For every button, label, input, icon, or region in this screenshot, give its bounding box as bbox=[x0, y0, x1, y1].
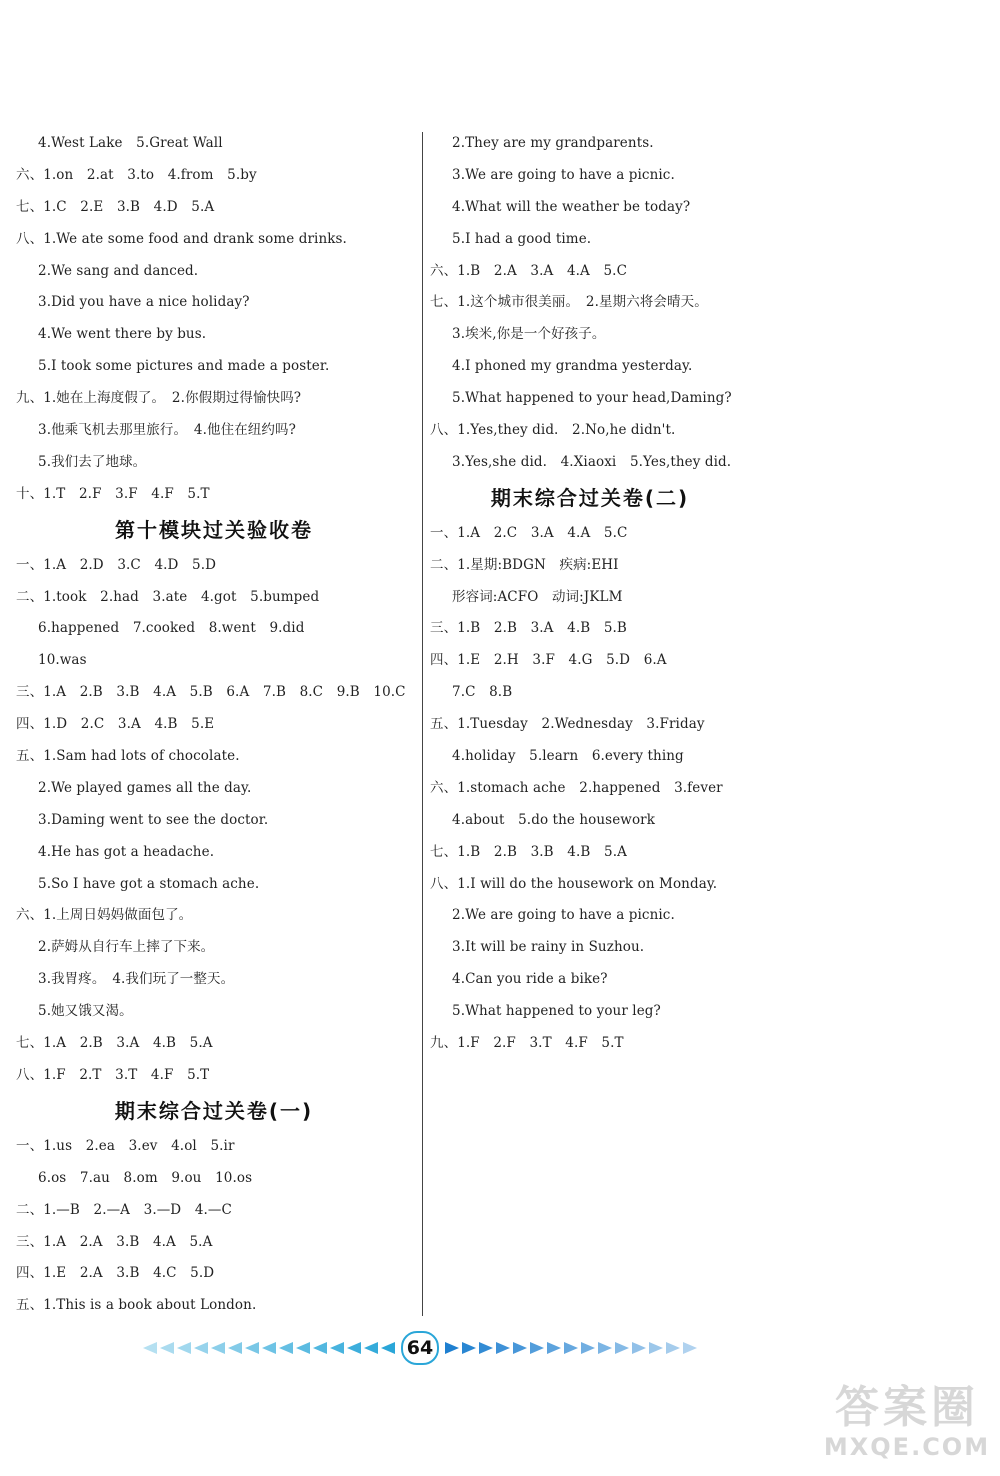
right-arrow-icon bbox=[479, 1342, 493, 1354]
left-answer-column bbox=[16, 128, 412, 1322]
left-arrow-icon bbox=[194, 1342, 208, 1354]
answer-line: 三、1.B 2.B 3.A 4.B 5.B bbox=[430, 620, 627, 637]
left-arrow-icon bbox=[245, 1342, 259, 1354]
right-arrow-icon bbox=[632, 1342, 646, 1354]
left-arrow-icon bbox=[160, 1342, 174, 1354]
answer-line: 4.Can you ride a bike? bbox=[452, 971, 608, 988]
answer-line: 一、1.A 2.C 3.A 4.A 5.C bbox=[430, 524, 628, 541]
answer-line: 6.happened 7.cooked 8.went 9.did bbox=[38, 620, 305, 637]
answer-line: 3.我胃疼。 4.我们玩了一整天。 bbox=[38, 971, 235, 988]
left-arrow-icon bbox=[364, 1342, 378, 1354]
answer-line: 3.We are going to have a picnic. bbox=[452, 166, 675, 183]
section-heading: 期末综合过关卷(一) bbox=[114, 1098, 314, 1123]
answer-line: 2.They are my grandparents. bbox=[452, 135, 654, 151]
answer-line: 4.He has got a headache. bbox=[38, 843, 215, 860]
answer-line: 六、1.on 2.at 3.to 4.from 5.by bbox=[16, 166, 257, 183]
right-arrow-icon bbox=[615, 1342, 629, 1354]
answer-line: 4.What will the weather be today? bbox=[452, 198, 691, 215]
answer-line: 六、1.上周日妈妈做面包了。 bbox=[16, 907, 193, 924]
page-footer bbox=[100, 1330, 740, 1366]
watermark-logo bbox=[822, 1384, 992, 1468]
answer-line: 5.我们去了地球。 bbox=[38, 453, 147, 470]
answer-line: 5.I took some pictures and made a poster. bbox=[38, 358, 330, 375]
left-arrow-icon bbox=[313, 1342, 327, 1354]
left-arrow-icon bbox=[262, 1342, 276, 1354]
answer-line: 5.她又饿又渴。 bbox=[38, 1003, 133, 1020]
column-divider bbox=[422, 132, 423, 1316]
left-arrow-icon bbox=[228, 1342, 242, 1354]
right-arrow-icon bbox=[666, 1342, 680, 1354]
answer-line: 3.埃米,你是一个好孩子。 bbox=[452, 326, 606, 343]
answer-line: 5.I had a good time. bbox=[452, 230, 592, 247]
answer-line: 六、1.B 2.A 3.A 4.A 5.C bbox=[430, 262, 627, 279]
answer-line: 四、1.E 2.H 3.F 4.G 5.D 6.A bbox=[430, 652, 667, 669]
right-arrow-icon bbox=[547, 1342, 561, 1354]
answer-line: 八、1.F 2.T 3.T 4.F 5.T bbox=[16, 1066, 210, 1083]
answer-line: 4.holiday 5.learn 6.every thing bbox=[452, 748, 684, 765]
right-arrow-icon bbox=[598, 1342, 612, 1354]
right-arrow-icon bbox=[530, 1342, 544, 1354]
right-arrow-icon bbox=[496, 1342, 510, 1354]
answer-line: 八、1.I will do the housework on Monday. bbox=[430, 875, 718, 892]
answer-line: 7.C 8.B bbox=[452, 684, 513, 701]
right-arrow-icon bbox=[581, 1342, 595, 1354]
answer-line: 九、1.她在上海度假了。 2.你假期过得愉快吗? bbox=[16, 390, 302, 407]
answer-line: 八、1.Yes,they did. 2.No,he didn't. bbox=[430, 422, 676, 439]
right-arrow-decoration bbox=[445, 1342, 697, 1354]
answer-line: 五、1.Tuesday 2.Wednesday 3.Friday bbox=[430, 716, 705, 733]
section-heading: 第十模块过关验收卷 bbox=[115, 517, 313, 542]
answer-line: 二、1.星期:BDGN 疾病:EHI bbox=[430, 556, 619, 573]
right-arrow-icon bbox=[564, 1342, 578, 1354]
left-arrow-icon bbox=[211, 1342, 225, 1354]
answer-line: 二、1.—B 2.—A 3.—D 4.—C bbox=[16, 1201, 232, 1218]
answer-line: 2.萨姆从自行车上摔了下来。 bbox=[38, 939, 215, 956]
answer-line: 4.West Lake 5.Great Wall bbox=[38, 135, 223, 151]
answer-line: 3.他乘飞机去那里旅行。 4.他住在纽约吗? bbox=[38, 422, 296, 439]
answer-line: 5.What happened to your leg? bbox=[452, 1003, 661, 1020]
answer-line: 十、1.T 2.F 3.F 4.F 5.T bbox=[16, 485, 210, 502]
answer-line: 3.Yes,she did. 4.Xiaoxi 5.Yes,they did. bbox=[452, 453, 732, 470]
watermark-url: MXQE.COM bbox=[823, 1433, 991, 1461]
section-heading: 期末综合过关卷(二) bbox=[490, 485, 690, 510]
left-arrow-icon bbox=[279, 1342, 293, 1354]
left-arrow-icon bbox=[143, 1342, 157, 1354]
page-number: 64 bbox=[401, 1331, 439, 1365]
answer-line: 九、1.F 2.F 3.T 4.F 5.T bbox=[430, 1035, 624, 1052]
answer-line: 4.I phoned my grandma yesterday. bbox=[452, 358, 693, 375]
answer-line: 5.So I have got a stomach ache. bbox=[38, 875, 260, 892]
right-arrow-icon bbox=[649, 1342, 663, 1354]
left-arrow-icon bbox=[330, 1342, 344, 1354]
left-arrow-icon bbox=[177, 1342, 191, 1354]
left-arrow-decoration bbox=[143, 1342, 395, 1354]
watermark-title: 答案圈 bbox=[835, 1382, 979, 1433]
answer-line: 一、1.A 2.D 3.C 4.D 5.D bbox=[16, 556, 217, 573]
answer-line: 八、1.We ate some food and drank some drinks. bbox=[16, 230, 347, 247]
answer-line: 七、1.C 2.E 3.B 4.D 5.A bbox=[16, 198, 215, 215]
right-arrow-icon bbox=[683, 1342, 697, 1354]
left-arrow-icon bbox=[347, 1342, 361, 1354]
answer-line: 3.It will be rainy in Suzhou. bbox=[452, 939, 645, 956]
right-arrow-icon bbox=[445, 1342, 459, 1354]
left-arrow-icon bbox=[381, 1342, 395, 1354]
right-arrow-icon bbox=[462, 1342, 476, 1354]
left-arrow-icon bbox=[296, 1342, 310, 1354]
answer-line: 形容词:ACFO 动词:JKLM bbox=[452, 588, 623, 605]
answer-line: 四、1.D 2.C 3.A 4.B 5.E bbox=[16, 716, 215, 733]
answer-line: 七、1.A 2.B 3.A 4.B 5.A bbox=[16, 1035, 213, 1052]
answer-line: 5.What happened to your head,Daming? bbox=[452, 390, 732, 407]
answer-line: 五、1.This is a book about London. bbox=[16, 1297, 257, 1314]
answer-line: 六、1.stomach ache 2.happened 3.fever bbox=[430, 779, 723, 796]
answer-line: 七、1.这个城市很美丽。 2.星期六将会晴天。 bbox=[430, 294, 708, 311]
answer-line: 3.Daming went to see the doctor. bbox=[38, 811, 269, 828]
answer-line: 2.We sang and danced. bbox=[38, 262, 199, 279]
right-answer-column bbox=[430, 128, 750, 1060]
answer-line: 七、1.B 2.B 3.B 4.B 5.A bbox=[430, 843, 627, 860]
answer-line: 三、1.A 2.B 3.B 4.A 5.B 6.A 7.B 8.C 9.B 10.C bbox=[16, 684, 406, 701]
answer-line: 2.We are going to have a picnic. bbox=[452, 907, 675, 924]
answer-line: 4.We went there by bus. bbox=[38, 326, 207, 343]
answer-line: 4.about 5.do the housework bbox=[452, 811, 656, 828]
answer-line: 10.was bbox=[38, 652, 87, 669]
answer-line: 3.Did you have a nice holiday? bbox=[38, 294, 250, 311]
answer-line: 三、1.A 2.A 3.B 4.A 5.A bbox=[16, 1233, 213, 1250]
answer-line: 6.os 7.au 8.om 9.ou 10.os bbox=[38, 1169, 253, 1186]
answer-line: 四、1.E 2.A 3.B 4.C 5.D bbox=[16, 1265, 215, 1282]
right-arrow-icon bbox=[513, 1342, 527, 1354]
answer-line: 五、1.Sam had lots of chocolate. bbox=[16, 748, 240, 765]
answer-line: 一、1.us 2.ea 3.ev 4.ol 5.ir bbox=[16, 1137, 235, 1154]
answer-line: 2.We played games all the day. bbox=[38, 779, 252, 796]
answer-line: 二、1.took 2.had 3.ate 4.got 5.bumped bbox=[16, 588, 320, 605]
